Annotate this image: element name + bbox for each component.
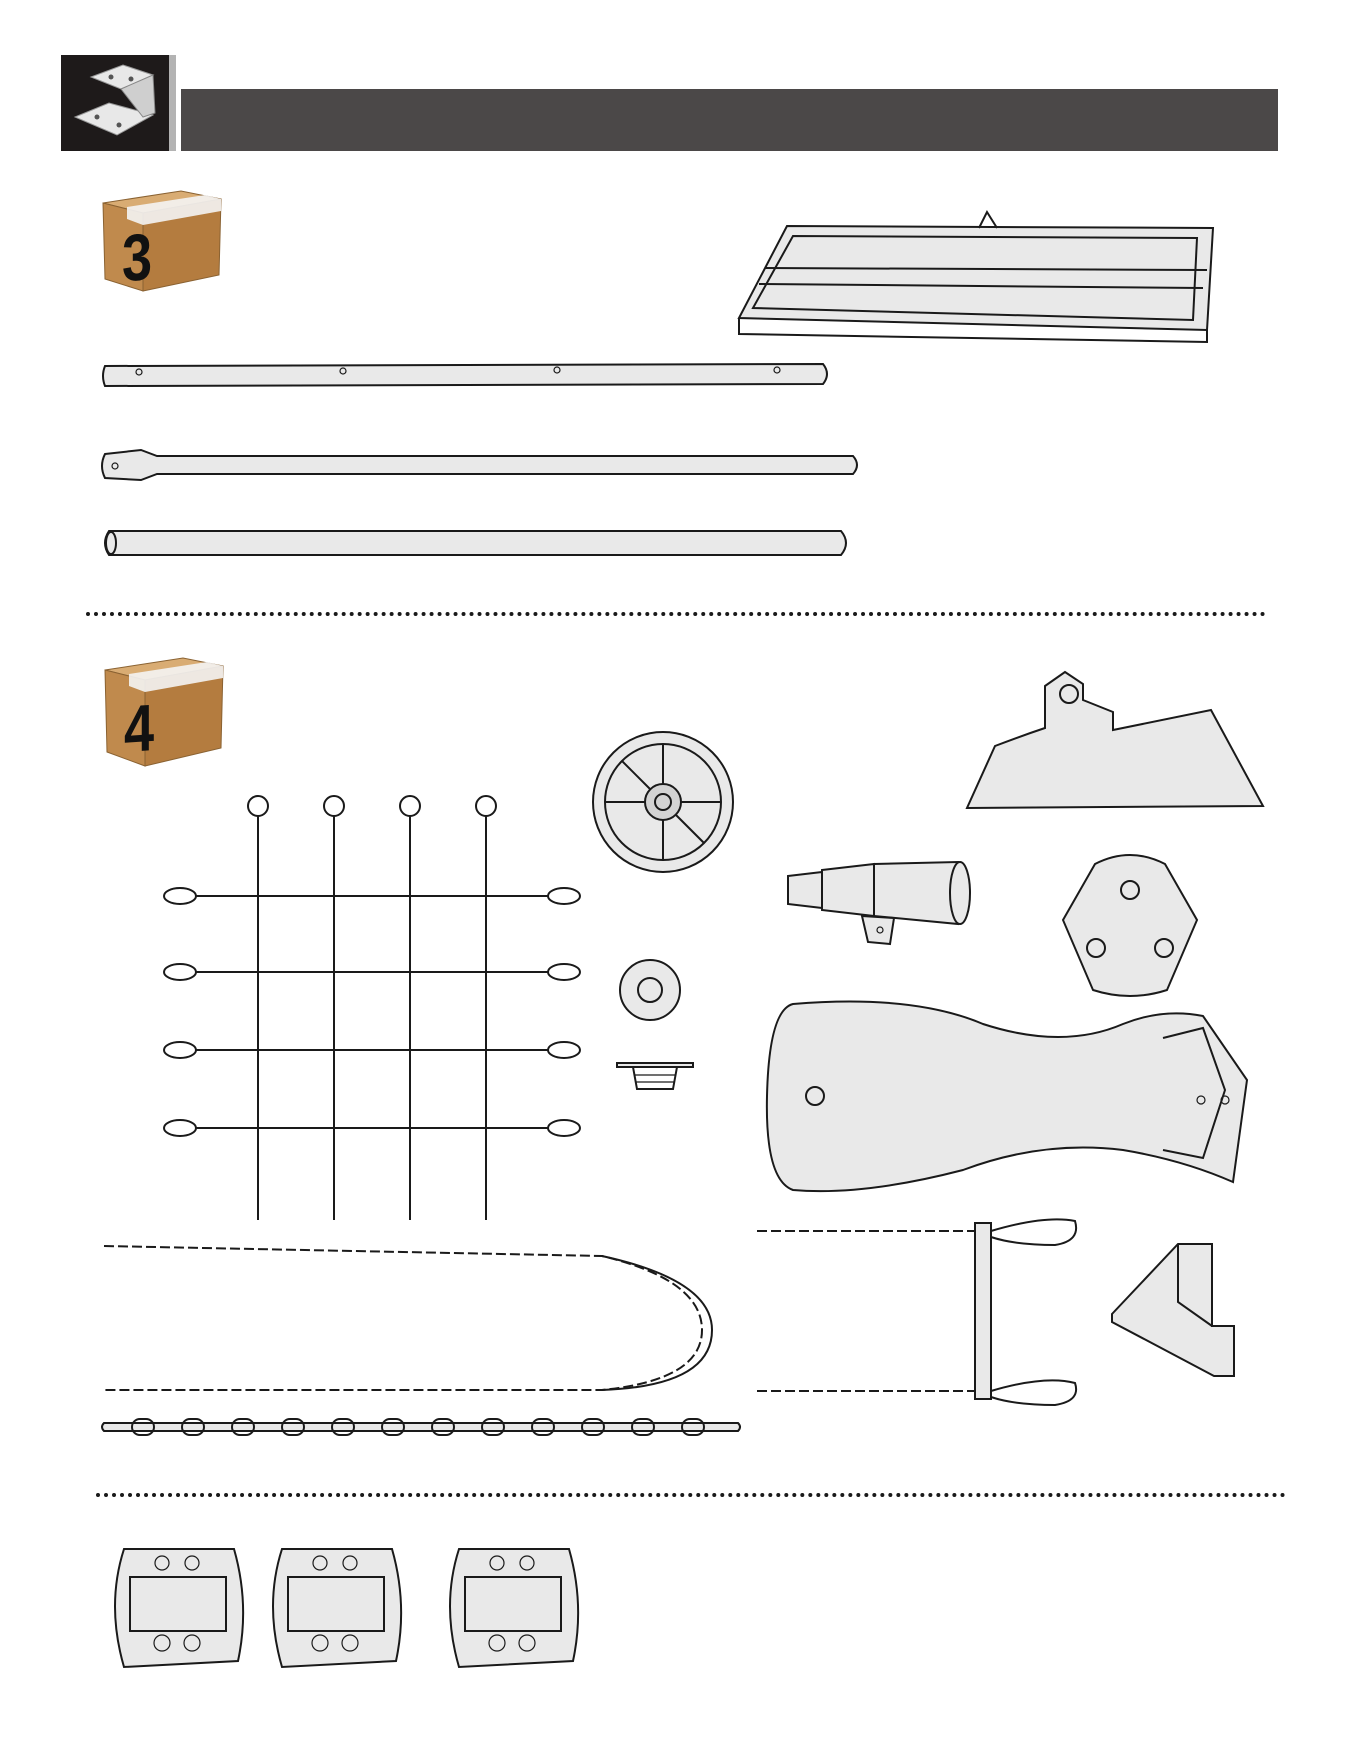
- wheel-hub-cap-icon: [615, 955, 685, 1025]
- chain-icon: [102, 1415, 742, 1439]
- box-number: 3: [121, 219, 153, 295]
- telescope-icon: [782, 860, 982, 955]
- swing-seat-icon: [763, 1000, 1253, 1200]
- sandbox-frame-icon: [735, 208, 1215, 343]
- bracket-hardware-icon: [61, 55, 169, 151]
- rope-ladder-icon: [162, 790, 582, 1230]
- header-bar: [181, 89, 1278, 151]
- plain-tube-icon: [103, 529, 853, 559]
- box-number: 4: [123, 690, 155, 766]
- triangle-plate-icon: [1055, 850, 1205, 1000]
- hardware-bag-icon: [110, 1545, 250, 1670]
- corner-bracket-icon: [1108, 1240, 1248, 1380]
- box-3: [97, 185, 225, 295]
- swaged-tube-icon: [101, 448, 861, 482]
- hardware-bag-icon: [268, 1545, 408, 1670]
- section-divider: [96, 1493, 1286, 1497]
- hardware-bag-icon: [445, 1545, 585, 1670]
- box-4: [99, 652, 227, 770]
- tube-with-holes-icon: [101, 360, 831, 390]
- header-icon-divider: [169, 55, 176, 151]
- trapeze-bar-icon: [755, 1215, 1085, 1415]
- deflector-bracket-icon: [965, 670, 1265, 810]
- section-divider: [86, 612, 1266, 616]
- grommet-icon: [615, 1055, 695, 1095]
- header-icon-tile: [61, 55, 169, 151]
- swing-chain-loop-icon: [102, 1240, 722, 1400]
- ship-wheel-icon: [578, 720, 748, 880]
